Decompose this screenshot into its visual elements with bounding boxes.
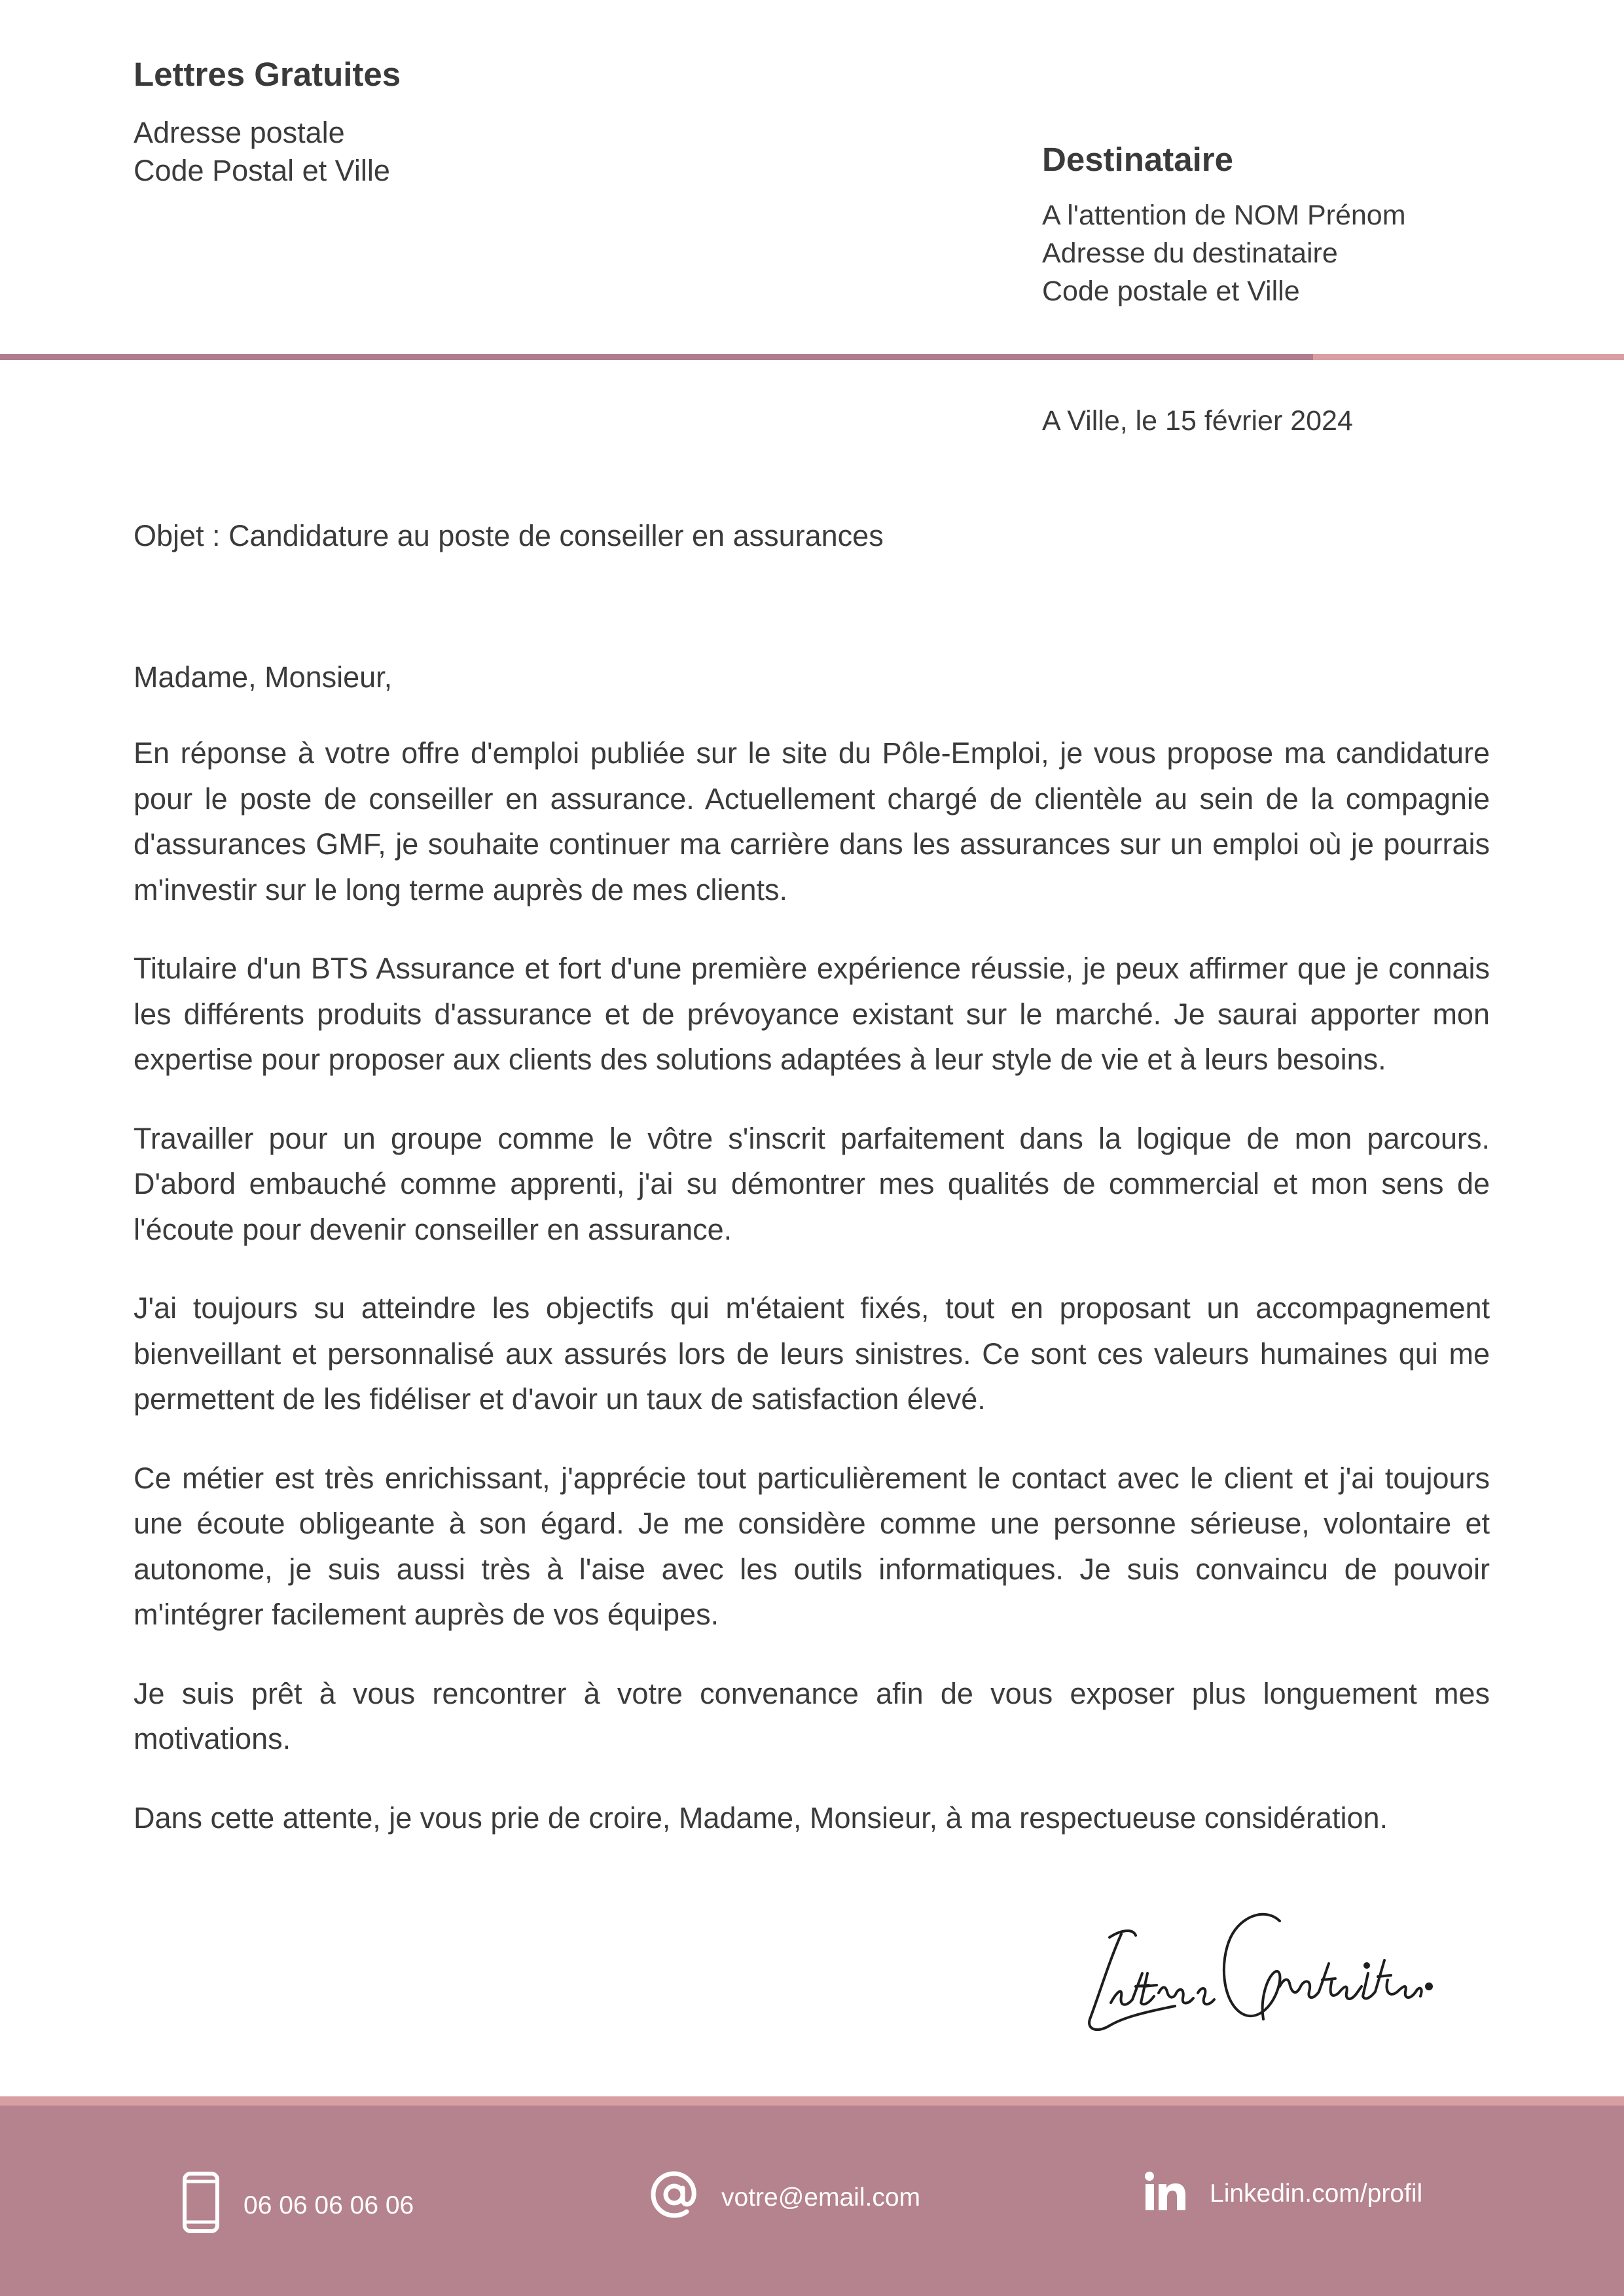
recipient-title: Destinataire	[1042, 141, 1233, 178]
linkedin-icon	[1144, 2171, 1186, 2217]
recipient-attention: A l'attention de NOM Prénom	[1042, 200, 1406, 231]
recipient-address: Adresse du destinataire	[1042, 238, 1338, 269]
sender-block	[134, 52, 788, 190]
footer-accent-bar	[0, 2096, 1624, 2106]
paragraph: Travailler pour un groupe comme le vôtre s'inscrit parfaitement dans la logique de mon parcours. D'abord embauché comme apprenti, j'ai su démontrer mes qualités de commercial et mon sens de l'écoute pour devenir conseiller en assurance.	[134, 1121, 1490, 1246]
paragraph: Titulaire d'un BTS Assurance et fort d'une première expérience réussie, je peux affirmer que je connais les différents produits d'assurance et de prévoyance existant sur le marché. Je saurai apporter mon expertise pour proposer aux clients des solutions adaptées à leur style de vie et à leurs besoins.	[134, 952, 1490, 1076]
email-address[interactable]: votre@email.com	[721, 2183, 921, 2212]
phone-number[interactable]: 06 06 06 06 06	[244, 2191, 414, 2219]
recipient-block	[1042, 137, 1579, 310]
contact-footer	[0, 2106, 1624, 2296]
phone-icon	[182, 2171, 220, 2240]
paragraph: Ce métier est très enrichissant, j'apprécie tout particulièrement le contact avec le client et j'ai toujours une écoute obligeante à son égard. Je me considère comme une personne sérieuse, volontaire et autonome, je suis aussi très à l'aise avec les outils informatiques. Je suis convaincu de pouvoir m'intégrer facilement auprès de vos équipes.	[134, 1461, 1490, 1631]
letter-date: A Ville, le 15 février 2024	[1042, 405, 1353, 437]
sender-name: Lettres Gratuites	[134, 56, 401, 93]
letter-greeting: Madame, Monsieur,	[134, 660, 393, 694]
recipient-city: Code postale et Ville	[1042, 276, 1300, 307]
sender-address: Adresse postale	[134, 116, 345, 149]
footer-phone	[182, 2171, 414, 2240]
footer-email	[651, 2171, 920, 2225]
sender-city: Code Postal et Ville	[134, 154, 390, 187]
header-divider-accent	[1313, 354, 1624, 360]
letter-body	[134, 656, 1490, 1874]
paragraph: J'ai toujours su atteindre les objectifs qui m'étaient fixés, tout en proposant un accompagnement bienveillant et personnalisé aux assurés lors de leurs sinistres. Ce sont ces valeurs humaines qui me permettent de les fidéliser et d'avoir un taux de satisfaction élevé.	[134, 1291, 1490, 1416]
paragraph: En réponse à votre offre d'emploi publiée sur le site du Pôle-Emploi, je vous propose ma candidature pour le poste de conseiller en assurance. Actuellement chargé de clientèle au sein de la compagnie d'assurances GMF, je souhaite continuer ma carrière dans les assurances sur un emploi où je pourrais m'investir sur le long terme auprès de mes clients.	[134, 736, 1490, 906]
footer-linkedin	[1144, 2171, 1422, 2217]
header-divider	[0, 354, 1313, 360]
paragraph: Dans cette attente, je vous prie de croire, Madame, Monsieur, à ma respectueuse considération.	[134, 1801, 1388, 1835]
at-icon	[651, 2171, 698, 2225]
paragraph: Je suis prêt à vous rencontrer à votre convenance afin de vous exposer plus longuement mes motivations.	[134, 1676, 1490, 1755]
letter-subject: Objet : Candidature au poste de conseiller en assurances	[134, 519, 884, 552]
handwritten-signature	[1070, 1888, 1437, 2049]
linkedin-profile[interactable]: Linkedin.com/profil	[1210, 2179, 1423, 2208]
